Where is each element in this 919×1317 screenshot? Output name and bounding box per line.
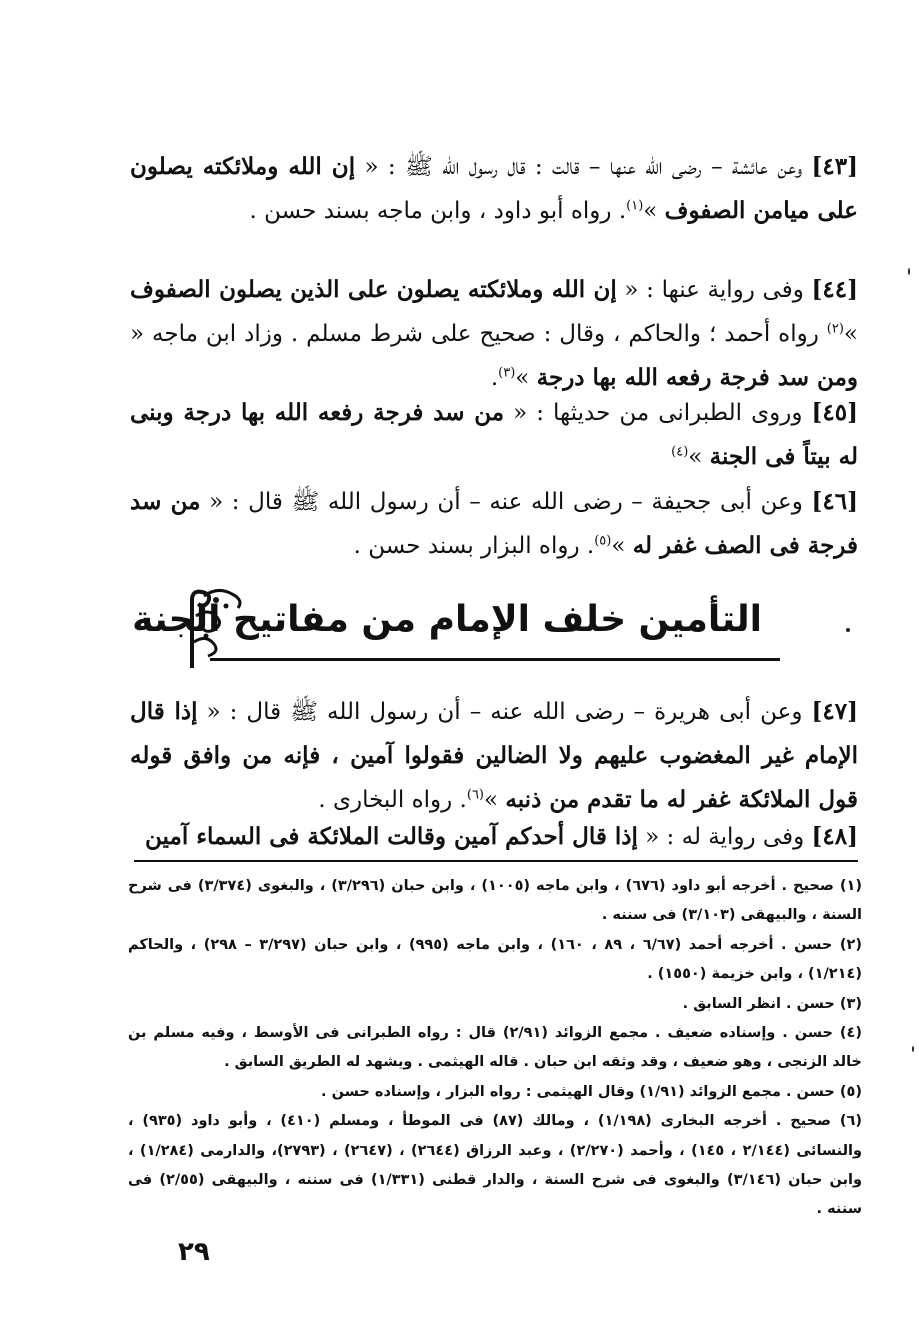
footnote-5: (٥) حسن . مجمع الزوائد (١/٩١) وقال الهيثمى : رواه البزار ، وإسناده حسن . (321, 1083, 862, 1100)
hadith-46-paragraph (130, 480, 858, 568)
footnote-1: (١) صحيح . أخرجه أبو داود (٦٧٦) ، وابن ماجه (١٠٠٥) ، وابن حبان (٣/٢٩٦) ، والبغوى (٣/٣٧٤) فى شرح السنة ، والبيهقى (٣/١٠٣) فى سننه . (128, 878, 862, 924)
hadith-quote: إذا قال أحدكم آمين وقالت الملائكة فى السماء آمين (145, 823, 638, 850)
hadith-48-paragraph (130, 815, 858, 859)
hadith-43-paragraph (130, 145, 858, 233)
footnote-ref: (١) (626, 198, 644, 214)
hadith-tail: . رواه البزار بسند حسن . (353, 533, 595, 559)
hadith-quote: إن الله وملائكته يصلون على ميامن الصفوف (130, 153, 858, 224)
hadith-quote: من سد فرجة رفعه الله بها درجة وبنى له بيتاً فى الجنة (130, 399, 858, 470)
hadith-45 (130, 391, 858, 479)
hadith-tail: . (490, 365, 499, 391)
hadith-48 (130, 815, 858, 859)
hadith-number: [٤٦] (811, 488, 858, 515)
quote-close: » (688, 444, 710, 470)
hadith-intro: وفى رواية عنها : « (616, 277, 812, 303)
footnote-ref-2: (٣) (498, 365, 516, 381)
hadith-number: [٤٧] (811, 698, 858, 725)
quote-close: » (643, 198, 665, 224)
hadith-quote: إن الله وملائكته يصلون على الذين يصلون الصفوف (130, 276, 617, 303)
hadith-43 (130, 145, 858, 233)
footnote-ref: (٥) (594, 533, 612, 549)
hadith-47-paragraph (130, 690, 858, 822)
hadith-number: [٤٤] (811, 276, 858, 303)
heading-title: التأمين خلف الإمام من مفاتيح الجنة (132, 599, 762, 640)
hadith-quote: إذا قال الإمام غير المغضوب عليهم ولا الضالين فقولوا آمين ، فإنه من وافق قوله قول الملائكة غفر له ما تقدم من ذنبه (130, 698, 858, 813)
footnote-4: (٤) حسن . وإسناده ضعيف . مجمع الزوائد (٢/٩١) قال : رواه الطبرانى فى الأوسط ، وفيه مسلم بن خالد الزنجى ، وهو ضعيف ، وقد وثقه ابن حبان . قاله الهيثمى . ويشهد له الطريق السابق . (128, 1025, 862, 1071)
footnote-ref: (٦) (466, 787, 484, 803)
hadith-intro: وفى رواية له : « (637, 824, 812, 850)
hadith-tail: . رواه البخارى . (318, 787, 467, 813)
footnote-6: (٦) صحيح . أخرجه البخارى (١/١٩٨) ، ومالك (٨٧) فى الموطأ ، ومسلم (٤١٠) ، وأبو داود (٩٣٥) ، والنسائى (٢/١٤٤ ، ١٤٥) ، وأحمد (٢/٢٧٠) ، وعبد الرزاق (٢٦٤٤) ، (٢٦٤٧) ، (٢٧٩٣)، والدارمى (١/٢٨٤) ، وابن حبان (٣/١٤٦) والبغوى فى شرح السنة ، والدار قطنى (١/٣٣١) فى سننه ، والبيهقى (٢/٥٥) فى سننه . (128, 1113, 863, 1218)
footnote-ref: (٤) (671, 444, 689, 460)
hadith-intro: وروى الطبرانى من حديثها : « (504, 400, 812, 426)
hadith-number: [٤٨] (811, 823, 858, 850)
page-number: ٢٩ (178, 1237, 210, 1267)
section-heading (132, 586, 780, 670)
heading-underline (210, 658, 780, 661)
hadith-44-paragraph (130, 268, 858, 400)
footnote-2: (٢) حسن . أخرجه أحمد (٦/٦٧ ، ٨٩ ، ١٦٠) ، وابن ماجه (٩٩٥) ، وابن حبان (٣/٢٩٧ – ٢٩٨) ، والحاكم (١/٢١٤) ، وابن خزيمة (١٥٥٠) . (128, 936, 863, 983)
hadith-middle: رواه أحمد ؛ والحاكم ، وقال : صحيح على شرط مسلم . وزاد ابن ماجه « (130, 321, 827, 347)
hadith-47 (130, 690, 858, 822)
hadith-46 (130, 480, 858, 568)
hadith-intro: وعن أبى جحيفة – رضى الله عنه – أن رسول الله ﷺ قال : « (200, 489, 812, 515)
footnotes (128, 872, 862, 1225)
hadith-number: [٤٣] (811, 153, 859, 180)
hadith-number: [٤٥] (811, 399, 859, 426)
hadith-44 (130, 268, 858, 400)
hadith-quote-2: ومن سد فرجة رفعه الله بها درجة (536, 364, 858, 391)
hadith-tail: . رواه أبو داود ، وابن ماجه بسند حسن . (249, 198, 627, 224)
scan-speck (912, 1046, 914, 1052)
quote-close: » (611, 533, 633, 559)
scan-speck (846, 628, 850, 632)
quote-close: » (843, 321, 858, 347)
quote-close: » (484, 787, 506, 813)
hadith-intro: وعن أبى هريرة – رضى الله عنه – أن رسول الله ﷺ قال : « (197, 699, 812, 725)
quote-close-2: » (515, 365, 537, 391)
hadith-intro: وعن عائشة – رضى الله عنها – قالت : قال رسول الله ﷺ : « (355, 154, 812, 180)
scan-speck (908, 268, 910, 275)
hadith-quote: من سد فرجة فى الصف غفر له (130, 488, 858, 559)
hadith-45-paragraph (130, 391, 858, 479)
footnote-ref: (٢) (826, 321, 844, 337)
footnote-separator (134, 860, 858, 862)
footnote-3: (٣) حسن . انظر السابق . (682, 995, 862, 1012)
